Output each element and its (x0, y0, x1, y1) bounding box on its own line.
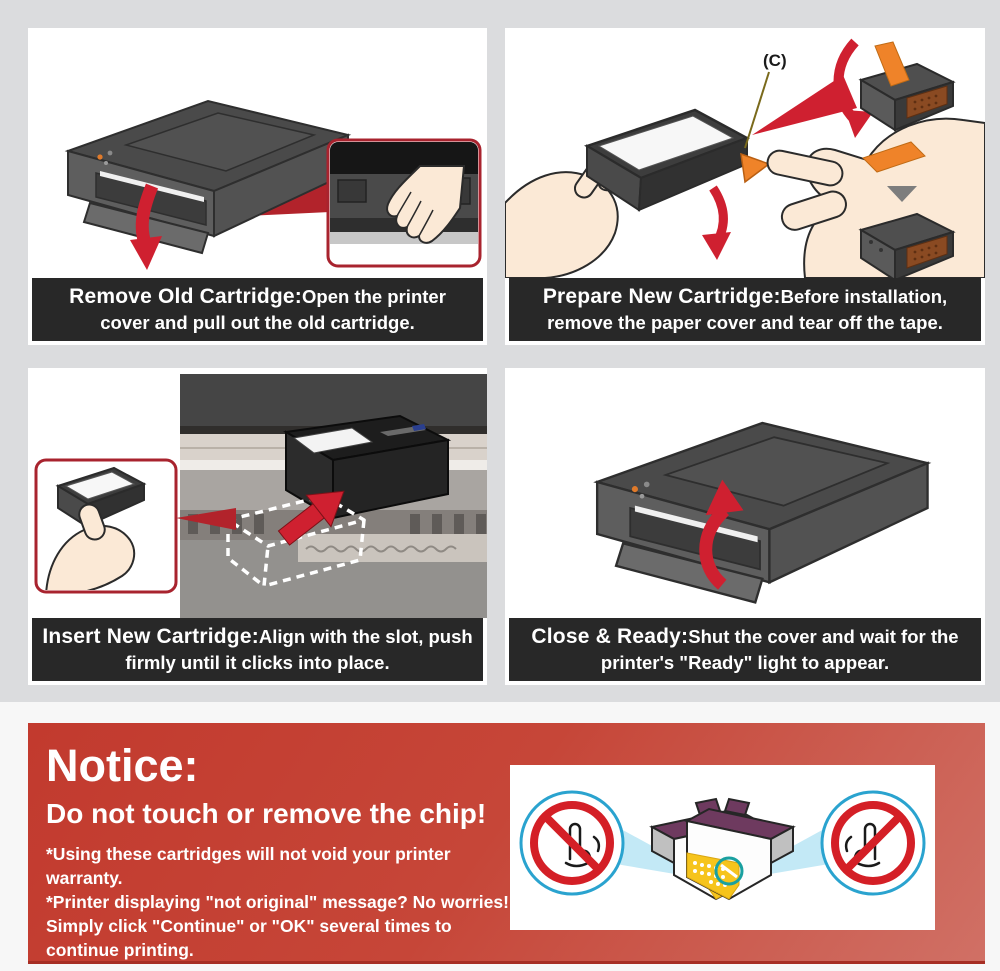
power-light-icon (97, 154, 102, 159)
notice-message-note: *Printer displaying "not original" message? No worries! Simply click "Continue" or "OK" several times to continue printing. (46, 892, 509, 960)
callout-inset (328, 140, 480, 266)
cartridge-tape-illustration (505, 28, 985, 278)
caption-lead: Remove Old Cartridge: (69, 284, 302, 308)
ready-light-icon (632, 486, 638, 492)
caption-rest: Shut the cover and wait for the printer's "Ready" light to appear. (600, 625, 959, 673)
step-caption-close-ready (509, 618, 981, 681)
printer-interior-svg (28, 368, 487, 618)
notice-banner (28, 723, 985, 964)
hand-cartridge-inset (36, 460, 176, 594)
caption-rest: Open the printer cover and pull out the old cartridge. (100, 285, 446, 333)
step-caption-prepare-new (509, 278, 981, 341)
caption-rest: Align with the slot, push firmly until it clicks into place. (125, 625, 473, 673)
printer-illustration (68, 101, 348, 253)
no-touch-chip-svg (510, 765, 935, 930)
no-touch-icon (521, 792, 623, 894)
printer-interior-illustration (28, 368, 487, 618)
step-panel-remove-old (28, 28, 487, 345)
part-label-c (745, 51, 787, 148)
caption-lead: Close & Ready: (531, 624, 689, 648)
step-caption-insert-new (32, 618, 483, 681)
printer-interior (180, 374, 487, 618)
caption-rest: Before installation, remove the paper cover and tear off the tape. (547, 285, 948, 333)
orange-pull-tab (741, 154, 769, 182)
step-caption-remove-old (32, 278, 483, 341)
red-down-arrow-icon (702, 188, 731, 260)
notice-subtitle: Do not touch or remove the chip! (46, 798, 487, 829)
caption-lead: Prepare New Cartridge: (542, 284, 781, 308)
caption-lead: Insert New Cartridge: (42, 624, 259, 648)
no-touch-chip-figure (510, 765, 935, 930)
notice-body (46, 842, 518, 962)
step-panel-close-ready (505, 368, 985, 685)
printer-illustration (597, 423, 927, 602)
printer-open-svg (28, 28, 487, 278)
printer-close-illustration (505, 368, 985, 618)
cartridge-with-tape (861, 42, 953, 130)
notice-warranty-note: *Using these cartridges will not void your printer warranty. (46, 844, 451, 888)
cartridge-tape-svg (505, 28, 985, 278)
notice-title: Notice: (46, 740, 199, 791)
printer-open-illustration (28, 28, 487, 278)
step-panel-insert-new (28, 368, 487, 685)
printer-close-svg (505, 368, 985, 618)
step-panel-prepare-new (505, 28, 985, 345)
svg-text:(C): (C) (763, 51, 787, 70)
no-touch-group-mirrored (687, 792, 924, 899)
